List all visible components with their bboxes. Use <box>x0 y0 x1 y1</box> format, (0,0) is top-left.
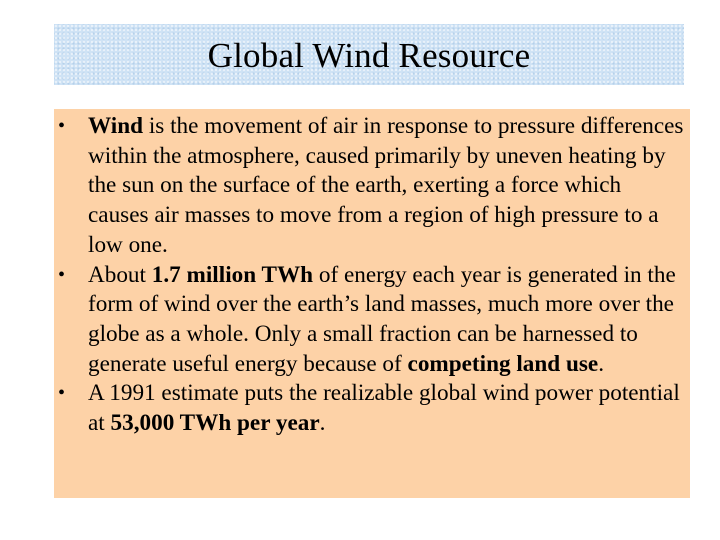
content-panel <box>54 109 690 498</box>
slide-title: Global Wind Resource <box>207 35 531 75</box>
bullet-text: . <box>319 410 326 437</box>
bold-competing-land-use: competing land use <box>407 350 599 377</box>
bold-power-potential: 53,000 TWh per year <box>110 410 320 437</box>
bullet-item-power-potential <box>54 379 684 438</box>
bullet-icon: • <box>58 382 66 405</box>
bullet-item-wind-definition <box>54 112 684 261</box>
bullet-text: A 1991 estimate puts the realizable global wind power potential at <box>88 380 680 437</box>
title-banner <box>54 24 684 85</box>
bullet-list <box>54 112 684 439</box>
bullet-text: is the movement of air in response to pressure differences within the atmosphere, caused primarily by uneven heating by the sun on the surface of the earth, exerting a force which causes air masses to move from a region of high pressure to a low one. <box>88 113 684 258</box>
bullet-item-wind-energy-amount <box>54 261 684 380</box>
bullet-icon: • <box>58 263 66 286</box>
bold-energy-amount: 1.7 million TWh <box>151 261 314 288</box>
bullet-text: About <box>88 261 152 288</box>
bullet-text: of energy each year is generated in the form of wind over the earth’s land masses, much more over the globe as a whole. Only a small fraction can be harnessed to generate useful energy because of <box>88 261 676 377</box>
bullet-text: . <box>598 350 605 377</box>
bold-term-wind: Wind <box>88 113 144 139</box>
bullet-icon: • <box>58 115 66 137</box>
